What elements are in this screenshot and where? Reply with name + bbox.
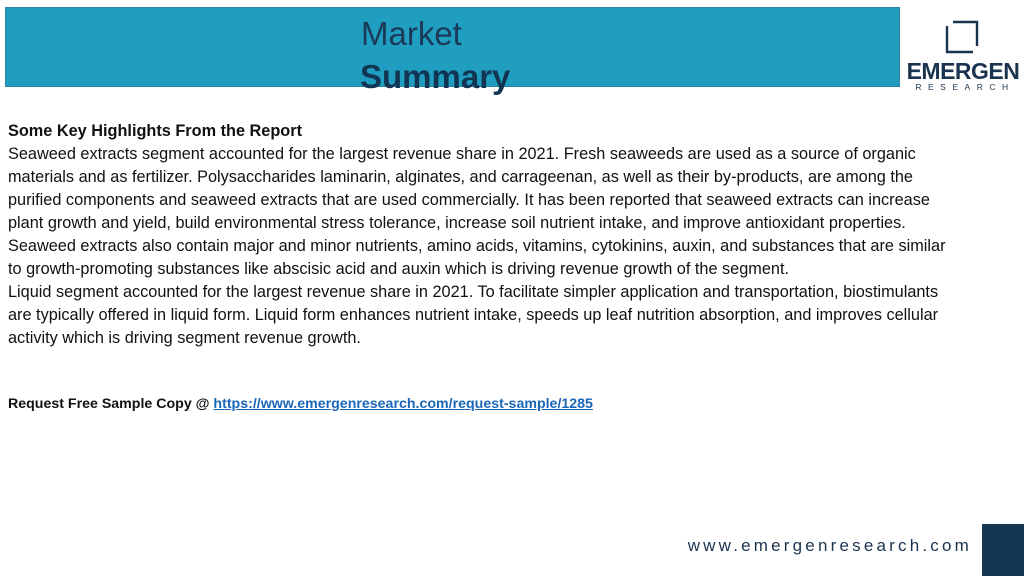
emergen-logo-square-icon — [945, 20, 979, 54]
request-sample-line — [8, 394, 593, 414]
title-market: Market — [361, 15, 462, 52]
header-band — [5, 7, 900, 95]
footer-website-url: www.emergenresearch.com — [687, 536, 972, 555]
footer-corner-block — [982, 524, 1024, 576]
paragraph-liquid-segment: Liquid segment accounted for the largest revenue share in 2021. To facilitate simpler application and transportation, biostimulants are typically offered in liquid form. Liquid form enhances nutrient intake, speeds up leaf nutrition absorption, and improves cellular activity which is driving segment revenue growth. — [8, 283, 939, 347]
emergen-logo — [906, 20, 1020, 94]
request-sample-link[interactable]: https://www.emergenresearch.com/request-sample/1285 — [213, 396, 593, 412]
highlights-section — [8, 120, 948, 350]
logo-subtitle: RESEARCH — [915, 82, 1015, 92]
title-summary: Summary — [360, 58, 511, 95]
paragraph-seaweed-extracts: Seaweed extracts segment accounted for the largest revenue share in 2021. Fresh seaweeds are used as a source of organic materials and as fertilizer. Polysaccharides laminarin, alginates, and carrageenan, as well as their by-products, are among the purified components and seaweed extracts that are used commercially. It has been reported that seaweed extracts can increase plant growth and yield, build environmental stress tolerance, increase soil nutrient intake, and improve antioxidant properties. Seaweed extracts also contain major and minor nutrients, amino acids, vitamins, cytokinins, auxin, and substances that are similar to growth-promoting substances like abscisic acid and auxin which is driving revenue growth of the segment. — [8, 145, 946, 278]
logo-wordmark: EMERGEN — [906, 58, 1020, 84]
request-sample-label: Request Free Sample Copy @ — [8, 396, 214, 412]
highlights-title: Some Key Highlights From the Report — [8, 122, 302, 140]
